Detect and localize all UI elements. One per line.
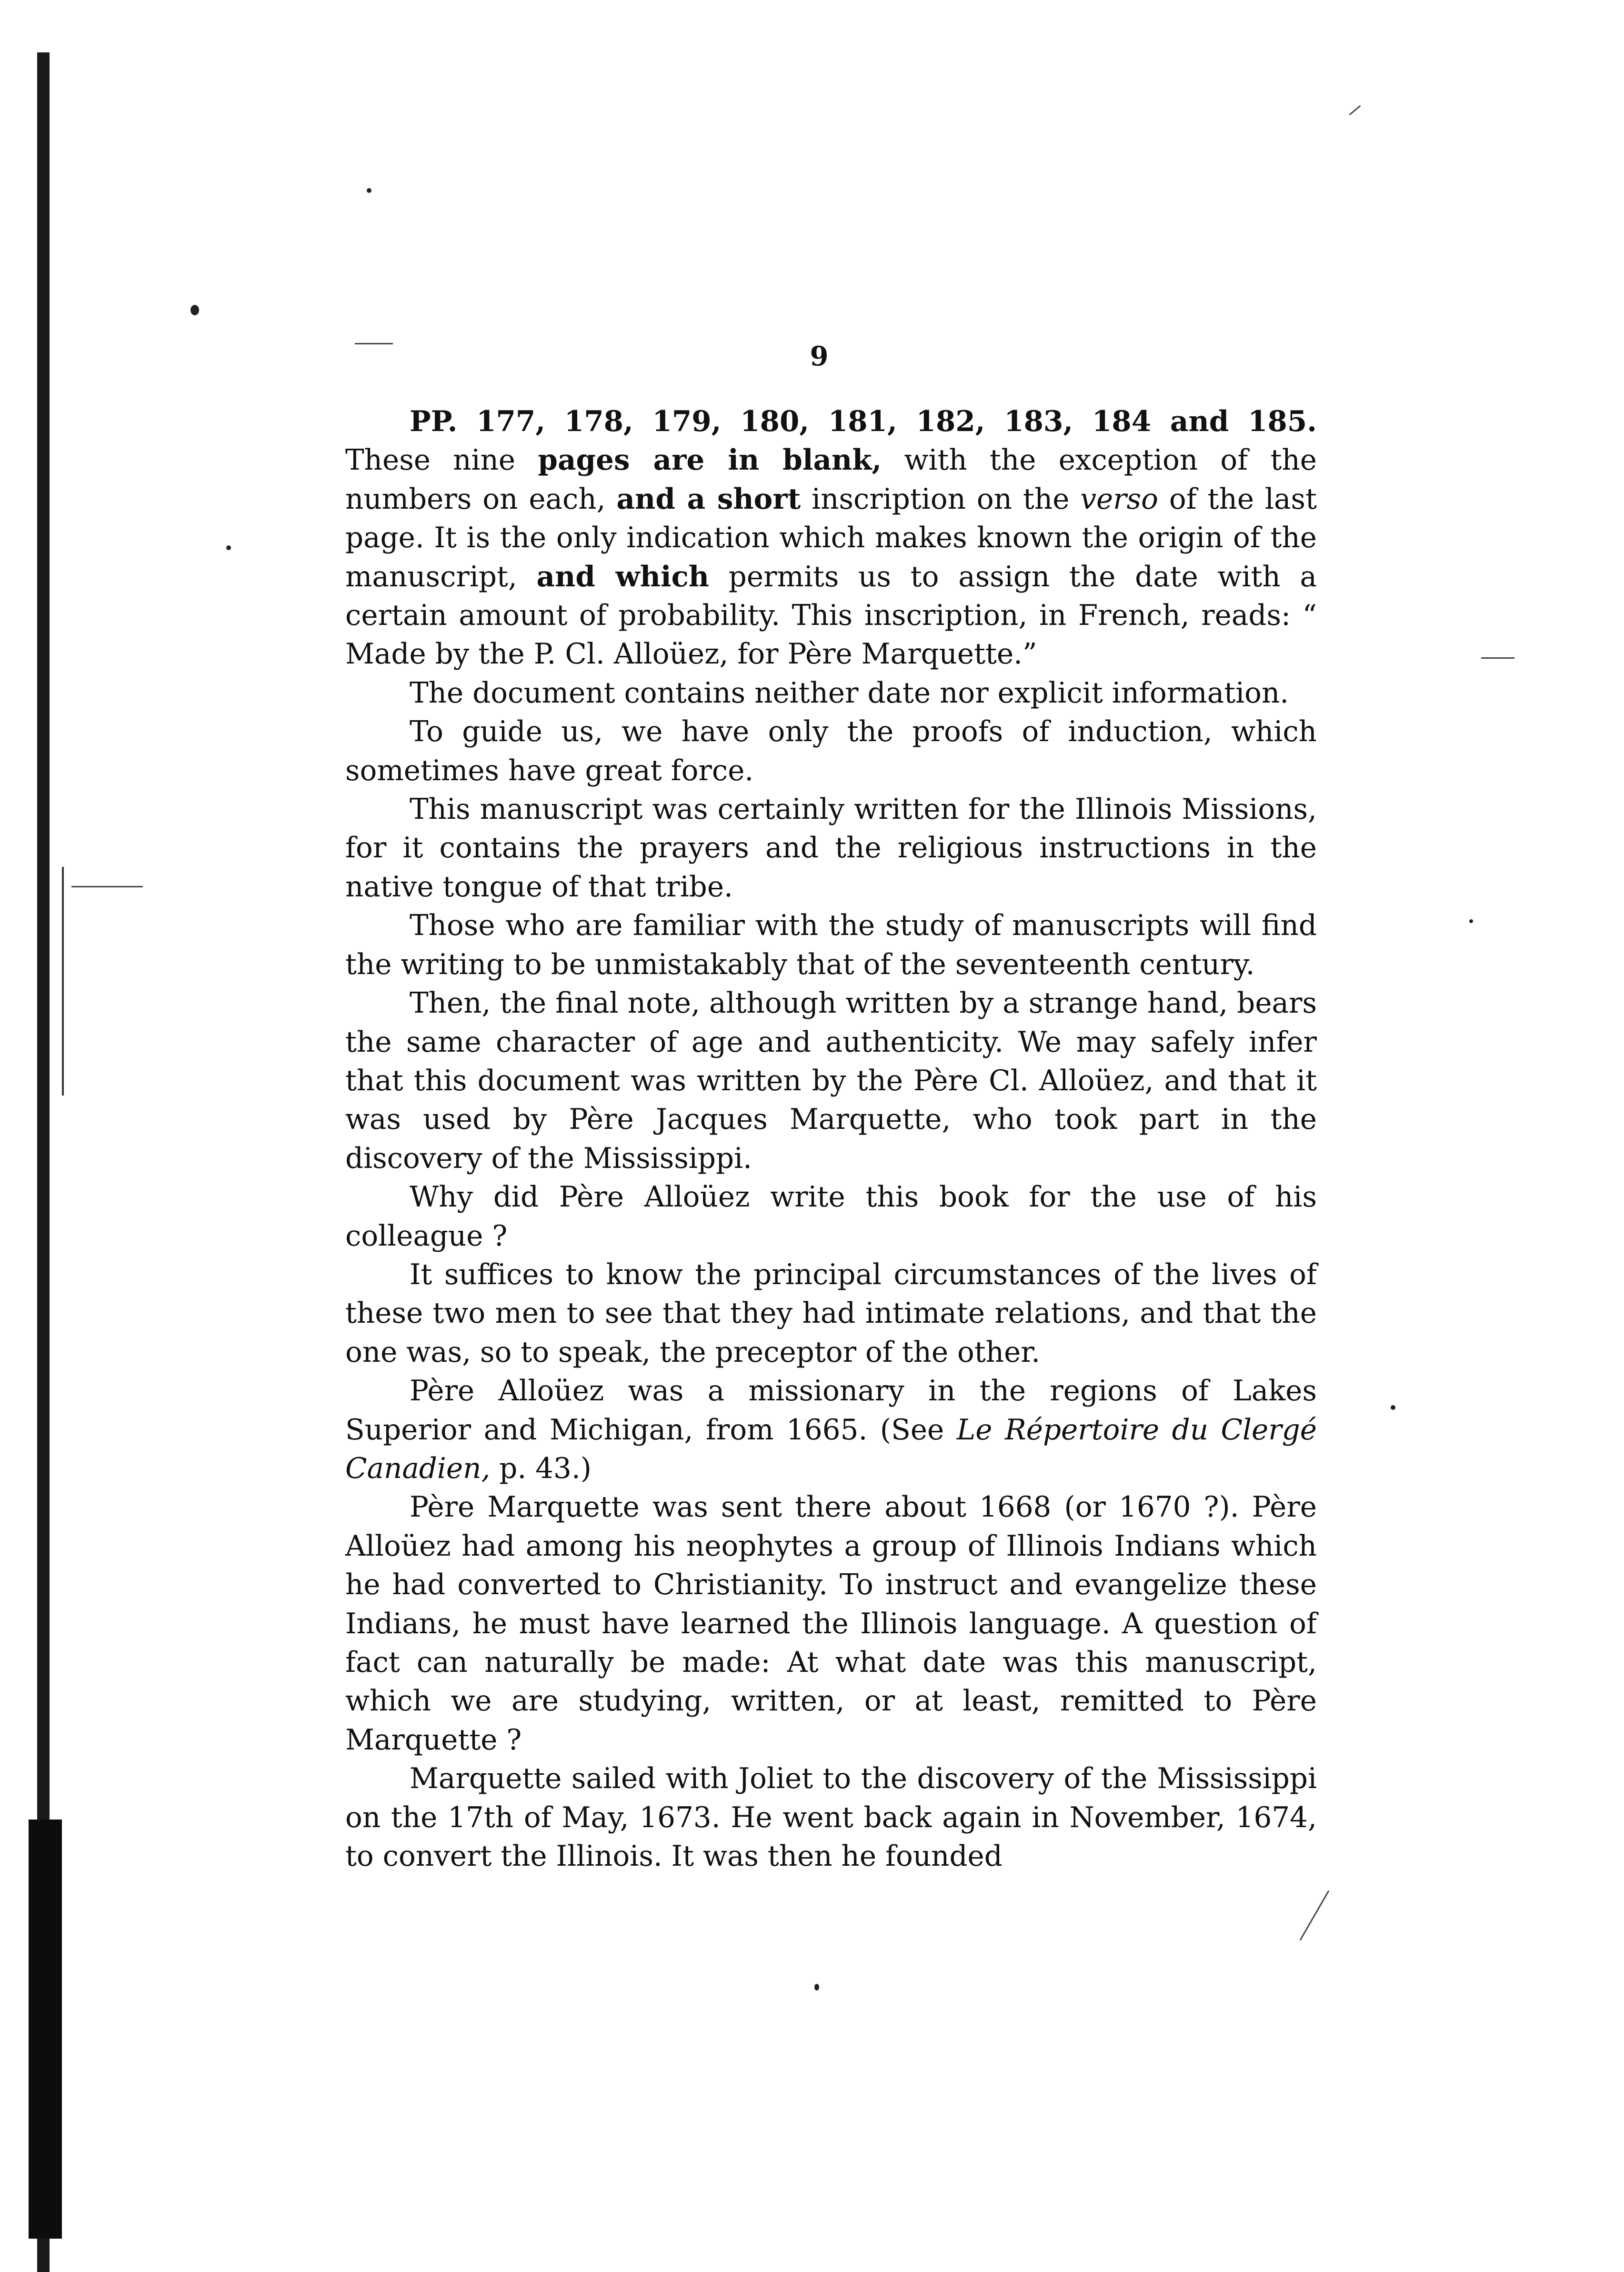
text-run: permits us to assign the date with a certain amount of probability. This inscription, in French, reads: “ Made by the P. Cl. Alloüez, for Père Marquette.” xyxy=(345,560,1317,671)
paragraph: Then, the final note, although written by a strange hand, bears the same character of age and authenticity. We may safely infer that this document was written by the Père Cl. Alloüez, and that it was used by Père Jacques Marquette, who took part in the discovery of the Mississippi. xyxy=(345,987,1317,1175)
scan-mark xyxy=(1300,1890,1330,1940)
paragraph: The document contains neither date nor explicit information. xyxy=(410,676,1289,710)
scan-speck xyxy=(1469,919,1473,923)
text-run-bold: and which xyxy=(536,560,710,593)
paragraph: To guide us, we have only the proofs of induction, which sometimes have great force. xyxy=(345,715,1317,787)
text-run: with the exception of the numbers on each, xyxy=(345,444,1317,516)
scan-speck xyxy=(1391,1405,1395,1410)
scan-speck xyxy=(226,545,231,550)
scan-mark xyxy=(1481,657,1514,659)
scan-mark xyxy=(355,343,393,344)
scan-speck xyxy=(814,1984,819,1991)
text-run-italic: verso xyxy=(1080,483,1158,516)
scan-mark xyxy=(71,886,143,887)
paragraph: Marquette sailed with Joliet to the discovery of the Mississippi on the 17th of May, 1673. He went back again in November, 1674, to convert the Illinois. It was then he founded xyxy=(345,1762,1317,1873)
scan-speck xyxy=(190,305,199,315)
page-reference: PP. 177, 178, 179, 180, 181, 182, 183, 184 and 185. xyxy=(410,405,1317,438)
body-text xyxy=(345,402,1317,1876)
scan-mark xyxy=(1349,105,1361,116)
text-run: p. 43.) xyxy=(490,1452,592,1485)
binding-shadow xyxy=(29,1820,62,2239)
paragraph: This manuscript was certainly written for the Illinois Missions, for it contains the prayers and the religious instructions in the native tongue of that tribe. xyxy=(345,793,1317,904)
paragraph xyxy=(345,402,1317,674)
paragraph: Why did Père Alloüez write this book for the use of his colleague ? xyxy=(345,1181,1317,1253)
paragraph: Those who are familiar with the study of manuscripts will find the writing to be unmistakably that of the seventeenth century. xyxy=(345,909,1317,981)
paragraph xyxy=(345,1372,1317,1488)
paragraph: Père Marquette was sent there about 1668 (or 1670 ?). Père Alloüez had among his neophytes a group of Illinois Indians which he had converted to Christianity. To instruct and evangelize these Indians, he must have learned the Illinois language. A question of fact can naturally be made: At what date was this manuscript, which we are studying, written, or at least, remitted to Père Marquette ? xyxy=(345,1491,1317,1757)
scan-speck xyxy=(367,188,371,193)
text-run-italic: Le Répertoire du Clergé Canadien, xyxy=(345,1413,1317,1485)
text-run-bold: pages are in blank, xyxy=(538,443,882,477)
paragraph: It suffices to know the principal circumstances of the lives of these two men to see that they had intimate relations, and that the one was, so to speak, the preceptor of the other. xyxy=(345,1258,1317,1369)
page-number: 9 xyxy=(810,341,829,372)
text-run: inscription on the xyxy=(801,483,1081,516)
text-run: Père Alloüez was a missionary in the regions of Lakes Superior and Michigan, from 1665. (See xyxy=(345,1375,1317,1447)
text-run: of the last page. It is the only indication which makes known the origin of the manuscript, xyxy=(345,483,1317,593)
binding-line xyxy=(62,867,64,1096)
text-run: These nine xyxy=(345,444,538,477)
text-run-bold: and a short xyxy=(616,482,801,516)
